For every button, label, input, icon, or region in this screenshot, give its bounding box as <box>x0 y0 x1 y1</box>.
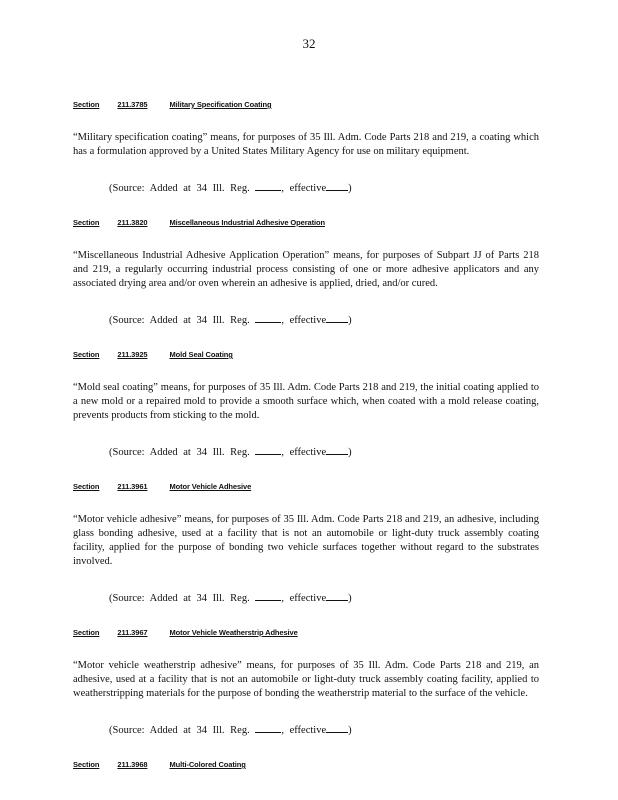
blank-field <box>326 312 348 323</box>
section-entry <box>73 627 539 738</box>
section-label: Section <box>73 482 100 491</box>
section-number: 211.3967 <box>117 628 148 637</box>
definition-text: “Motor vehicle adhesive” means, for purposes of 35 Ill. Adm. Code Parts 218 and 219, an adhesive, including glass bonding adhesive, used at a facility that is not an automobile or light-duty truck assembly coating facility, applied for the purpose of bonding two vehicle surfaces together without regard to the substrates involved. <box>73 514 539 567</box>
source-note: (Source: Added at 34 Ill. Reg. , effective ) <box>73 312 539 328</box>
section-label: Section <box>73 628 100 637</box>
source-note: (Source: Added at 34 Ill. Reg. , effective ) <box>73 180 539 196</box>
section-number: 211.3785 <box>117 100 148 109</box>
section-number: 211.3961 <box>117 482 148 491</box>
section-entry <box>73 99 539 196</box>
blank-field <box>255 180 281 191</box>
definition-text: “Miscellaneous Industrial Adhesive Application Operation” means, for purposes of Subpart JJ of Parts 218 and 219, a regularly occurring industrial process consisting of one or more adhesive applicators and any associated drying area and/or oven wherein an adhesive is applied, dried, and/or cured. <box>73 250 539 289</box>
blank-field <box>326 722 348 733</box>
blank-field <box>255 444 281 455</box>
section-title: Motor Vehicle Weatherstrip Adhesive <box>169 628 298 637</box>
section-title: Miscellaneous Industrial Adhesive Operation <box>169 218 325 227</box>
page-number: 32 <box>302 36 316 51</box>
section-number: 211.3925 <box>117 350 148 359</box>
section-title: Motor Vehicle Adhesive <box>169 482 252 491</box>
source-note: (Source: Added at 34 Ill. Reg. , effective ) <box>73 444 539 460</box>
source-note: (Source: Added at 34 Ill. Reg. , effective ) <box>73 722 539 738</box>
source-note: (Source: Added at 34 Ill. Reg. , effective ) <box>73 590 539 606</box>
definition-text: “Military specification coating” means, for purposes of 35 Ill. Adm. Code Parts 218 and 219, a coating which has a formulation approved by a United States Military Agency for use on military equipment. <box>73 132 539 157</box>
section-entry <box>73 759 539 770</box>
section-label: Section <box>73 760 100 769</box>
section-heading <box>73 481 539 492</box>
section-entry <box>73 349 539 460</box>
blank-field <box>326 180 348 191</box>
section-number: 211.3820 <box>117 218 148 227</box>
section-entry <box>73 481 539 606</box>
section-heading <box>73 627 539 638</box>
definition-text: “Mold seal coating” means, for purposes of 35 Ill. Adm. Code Parts 218 and 219, the initial coating applied to a new mold or a repaired mold to provide a smooth surface which, when coated with a mold release coating, prevents products from sticking to the mold. <box>73 382 539 421</box>
blank-field <box>255 590 281 601</box>
section-label: Section <box>73 218 100 227</box>
section-number: 211.3968 <box>117 760 148 769</box>
blank-field <box>255 722 281 733</box>
document-body <box>73 99 539 770</box>
section-heading <box>73 99 539 110</box>
blank-field <box>326 444 348 455</box>
blank-field <box>255 312 281 323</box>
section-heading <box>73 217 539 228</box>
blank-field <box>326 590 348 601</box>
section-label: Section <box>73 350 100 359</box>
section-entry <box>73 217 539 328</box>
section-label: Section <box>73 100 100 109</box>
definition-text: “Motor vehicle weatherstrip adhesive” means, for purposes of 35 Ill. Adm. Code Parts 218 and 219, an adhesive, used at a facility that is not an automobile or light-duty truck assembly coating facility, applied to weatherstripping materials for the purpose of bonding the weatherstrip material to the surface of the vehicle. <box>73 660 539 699</box>
section-title: Military Specification Coating <box>169 100 272 109</box>
section-title: Mold Seal Coating <box>169 350 233 359</box>
section-title: Multi-Colored Coating <box>169 760 246 769</box>
section-heading <box>73 759 539 770</box>
section-heading <box>73 349 539 360</box>
